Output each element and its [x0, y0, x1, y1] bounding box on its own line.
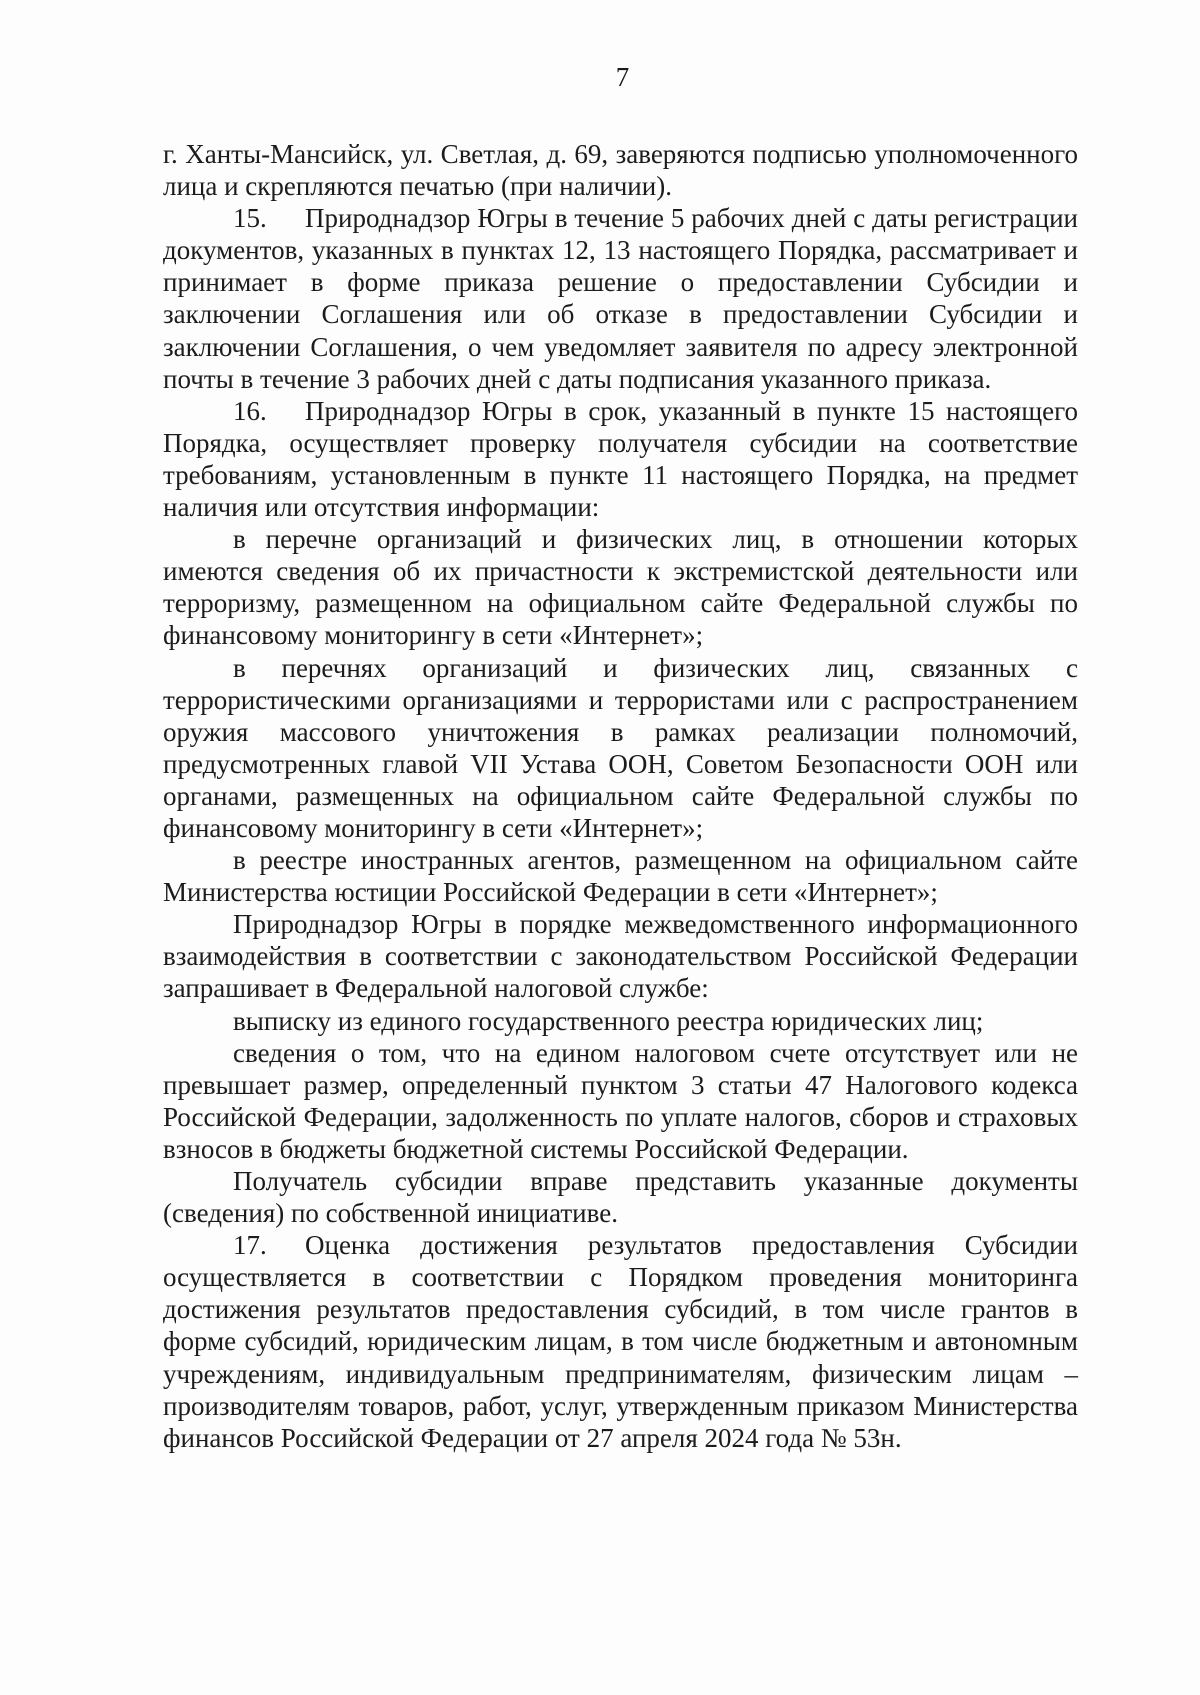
- paragraph-15: 15. Природнадзор Югры в течение 5 рабочих дней с даты регистрации документов, указанных в пунктах 12, 13 настоящего Порядка, рассматривает и принимает в форме приказа решение о предоставлении Субсидии и заключении Соглашения или об отказе в предоставлении Субсидии и заключении Соглашения, о чем уведомляет заявителя по адресу электронной почты в течение 3 рабочих дней с даты подписания указанного приказа.: [163, 203, 1078, 394]
- paragraph-continuation: г. Ханты-Мансийск, ул. Светлая, д. 69, заверяются подписью уполномоченного лица и скрепляются печатью (при наличии).: [163, 139, 1078, 202]
- document-body: [163, 138, 1078, 1454]
- paragraph-number: 16.: [233, 395, 267, 426]
- paragraph-16-extremist-list: в перечне организаций и физических лиц, в отношении которых имеются сведения об их причастности к экстремистской деятельности или терроризму, размещенном на официальном сайте Федеральной службы по финансовому мониторингу в сети «Интернет»;: [163, 524, 1078, 651]
- paragraph-17: 17. Оценка достижения результатов предоставления Субсидии осуществляется в соответствии с Порядком проведения мониторинга достижения результатов предоставления субсидий, в том числе грантов в форме субсидий, юридическим лицам, в том числе бюджетным и автономным учреждениям, индивидуальным предпринимателям, физическим лицам – производителям товаров, работ, услуг, утвержденным приказом Министерства финансов Российской Федерации от 27 апреля 2024 года № 53н.: [163, 1230, 1078, 1453]
- paragraph-number: 15.: [233, 203, 267, 234]
- paragraph-16-foreign-agents: в реестре иностранных агентов, размещенном на официальном сайте Министерства юстиции Российской Федерации в сети «Интернет»;: [163, 845, 1078, 908]
- paragraph-16-tax-debt: сведения о том, что на едином налоговом счете отсутствует или не превышает размер, определенный пунктом 3 статьи 47 Налогового кодекса Российской Федерации, задолженность по уплате налогов, сборов и страховых взносов в бюджеты бюджетной системы Российской Федерации.: [163, 1037, 1078, 1164]
- paragraph-16-tax-request: Природнадзор Югры в порядке межведомственного информационного взаимодействия в соответствии с законодательством Российской Федерации запрашивает в Федеральной налоговой службе:: [163, 909, 1078, 1004]
- paragraph-number: 17.: [233, 1230, 267, 1261]
- paragraph-16-own-initiative: Получатель субсидии вправе представить указанные документы (сведения) по собственной инициативе.: [163, 1166, 1078, 1229]
- page-number: 7: [615, 62, 630, 92]
- paragraph-16-registry-extract: выписку из единого государственного реестра юридических лиц;: [233, 1005, 984, 1036]
- paragraph-16: 16. Природнадзор Югры в срок, указанный в пункте 15 настоящего Порядка, осуществляет проверку получателя субсидии на соответствие требованиям, установленным в пункте 11 настоящего Порядка, на предмет наличия или отсутствия информации:: [163, 395, 1078, 523]
- paragraph-16-terrorist-list: в перечнях организаций и физических лиц, связанных с террористическими организациями и террористами или с распространением оружия массового уничтожения в рамках реализации полномочий, предусмотренных главой VII Устава ООН, Советом Безопасности ООН или органами, размещенных на официальном сайте Федеральной службы по финансовому мониторингу в сети «Интернет»;: [163, 652, 1078, 843]
